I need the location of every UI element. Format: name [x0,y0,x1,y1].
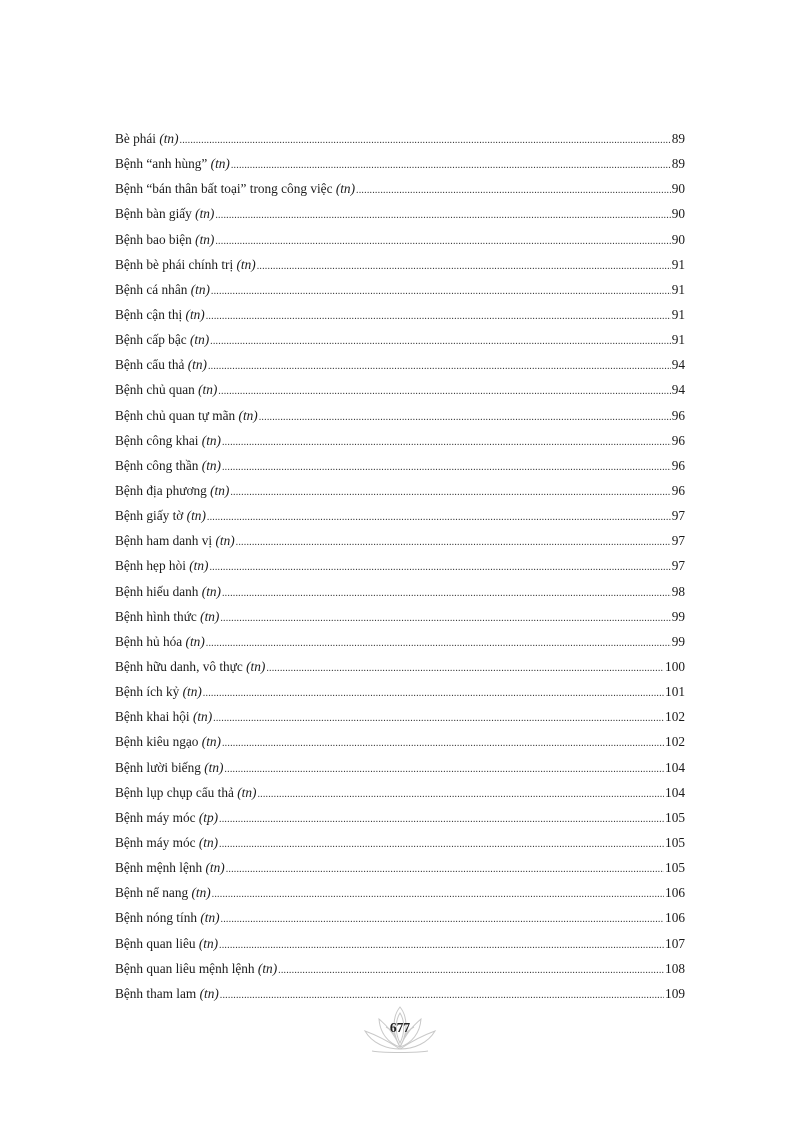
toc-entry-title [115,227,214,252]
toc-entry [115,403,685,428]
toc-entry [115,780,685,805]
dot-leader [180,128,671,153]
toc-entry [115,277,685,302]
toc-entry-text: Bệnh bàn giấy [115,206,196,222]
toc-entry-text: Bè phái [115,131,160,146]
toc-entry-text: Bệnh kiêu ngạo [115,734,202,750]
toc-entry-title [115,201,214,226]
toc-entry-tag: (tn) [200,910,220,926]
dot-leader [266,656,664,681]
toc-entry-page: 97 [671,533,685,549]
toc-entry-tag: (tn) [192,709,213,725]
dot-leader [215,203,670,228]
toc-entry-page: 109 [665,985,685,1001]
toc-entry [115,729,685,754]
toc-entry-tag: (tn) [237,784,257,800]
toc-entry-title [115,352,207,377]
toc-entry-title [115,126,179,151]
toc-entry-tag: (tn) [189,332,210,348]
dot-leader [219,933,664,958]
toc-entry-page: 89 [671,156,685,172]
toc-entry-text: Bệnh cấp bậc [115,332,190,348]
toc-entry-text: Bệnh hình thức [115,608,201,624]
toc-entry-tag: (tn) [198,382,218,398]
dot-leader [257,782,664,807]
toc-entry-title [115,880,211,905]
toc-entry-page: 91 [671,332,685,348]
toc-entry [115,855,685,880]
toc-entry [115,478,685,503]
toc-entry-page: 96 [671,457,685,473]
toc-entry [115,931,685,956]
toc-entry-title [115,302,205,327]
toc-entry-tag: (tn) [182,684,202,700]
toc-entry-title [115,277,210,302]
toc-entry-page: 101 [665,684,685,700]
toc-entry [115,201,685,226]
toc-entry-page: 104 [665,784,685,800]
toc-entry-page: 96 [671,407,685,423]
toc-entry [115,528,685,553]
toc-entry [115,604,685,629]
toc-entry-text: Bệnh nóng tính [115,910,201,926]
toc-entry-tag: (tn) [201,457,221,473]
toc-entry-title [115,704,212,729]
toc-entry-tag: (tn) [257,960,278,976]
dot-leader [219,807,664,832]
dot-leader [218,379,670,404]
toc-entry [115,830,685,855]
toc-entry-title [115,579,221,604]
dot-leader [222,430,671,455]
toc-entry-title [115,151,230,176]
dot-leader [231,153,671,178]
toc-entry [115,679,685,704]
toc-entry [115,151,685,176]
toc-entry-page: 107 [665,935,685,951]
toc-entry [115,352,685,377]
toc-entry-page: 100 [665,658,685,674]
toc-entry-tag: (tn) [195,206,215,222]
dot-leader [211,279,671,304]
toc-entry-text: Bệnh cận thị [115,306,186,322]
lotus-ornament [362,1003,438,1055]
toc-entry-title [115,453,221,478]
toc-entry-page: 96 [671,432,685,448]
dot-leader [230,480,670,505]
toc-entry [115,176,685,201]
toc-entry-text: Bệnh lụp chụp cẩu thả [115,784,238,800]
dot-leader [220,606,670,631]
toc-entry-title [115,805,218,830]
toc-entry-page: 91 [671,306,685,322]
dot-leader [210,329,671,354]
toc-entry-text: Bệnh lười biếng [115,759,205,775]
toc-entry-tag: (tn) [189,558,209,574]
toc-entry-page: 105 [665,809,685,825]
toc-entry [115,755,685,780]
toc-entry-page: 94 [671,357,685,373]
toc-entry-tag: (tn) [201,734,221,750]
dot-leader [257,254,671,279]
toc-entry-title [115,403,258,428]
toc-entry-title [115,905,220,930]
toc-entry-page: 89 [671,131,685,146]
toc-entry-text: Bệnh giấy tờ [115,508,187,524]
toc-entry-page: 96 [671,482,685,498]
toc-entry-title [115,176,355,201]
toc-entry-title [115,327,209,352]
toc-entry [115,905,685,930]
toc-entry [115,428,685,453]
toc-entry-page: 98 [671,583,685,599]
toc-entry-text: Bệnh nể nang [115,885,192,901]
toc-entry [115,704,685,729]
toc-entry-list [115,126,685,1006]
toc-entry-page: 108 [665,960,685,976]
toc-entry-tag: (tn) [187,357,207,373]
toc-entry-page: 91 [671,256,685,272]
toc-entry-title [115,855,225,880]
toc-entry-text: Bệnh khai hội [115,709,193,725]
dot-leader [222,455,671,480]
toc-entry-page: 99 [671,633,685,649]
toc-entry-page: 90 [671,231,685,247]
dot-leader [212,882,664,907]
toc-entry-text: Bệnh “anh hùng” [115,156,211,172]
toc-entry-text: Bệnh máy móc [115,809,199,825]
toc-entry-text: Bệnh chủ quan [115,382,199,398]
toc-entry-title [115,956,277,981]
toc-entry-title [115,503,206,528]
toc-entry-page: 102 [665,734,685,750]
toc-entry-text: Bệnh bè phái chính trị [115,256,237,272]
dot-leader [222,581,671,606]
dot-leader [206,304,671,329]
toc-entry-tag: (tn) [159,131,179,146]
toc-entry-page: 90 [671,206,685,222]
toc-entry-text: Bệnh hẹp hòi [115,558,190,574]
toc-entry-tag: (tn) [191,885,211,901]
toc-entry-text: Bệnh bao biện [115,231,196,247]
dot-leader [213,706,664,731]
toc-entry-tag: (tn) [198,834,219,850]
dot-leader [209,555,670,580]
dot-leader [219,832,664,857]
toc-entry-page: 106 [665,910,685,926]
toc-entry-title [115,755,223,780]
dot-leader [278,958,664,983]
toc-entry-text: Bệnh cá nhân [115,281,191,297]
toc-entry-tag: (tn) [210,156,230,172]
toc-entry-page: 94 [671,382,685,398]
toc-entry-text: Bệnh chủ quan tự mãn [115,407,239,423]
toc-entry-text: Bệnh hiếu danh [115,583,202,599]
toc-entry-text: Bệnh ham danh vị [115,533,216,549]
toc-entry [115,654,685,679]
toc-entry-text: Bệnh hủ hóa [115,633,186,649]
toc-entry-text: Bệnh tham lam [115,985,200,1001]
toc-entry-text: Bệnh địa phương [115,482,211,498]
toc-entry-page: 106 [665,885,685,901]
toc-entry-tag: (tn) [204,759,224,775]
toc-entry-tag: (tn) [185,633,205,649]
toc-entry-text: Bệnh công thần [115,457,202,473]
toc-entry-tag: (tn) [201,432,221,448]
dot-leader [221,907,665,932]
toc-entry [115,453,685,478]
toc-entry-page: 97 [671,508,685,524]
toc-entry-tag: (tn) [236,256,256,272]
table-of-contents [115,126,685,1006]
toc-entry-title [115,528,235,553]
toc-entry-tag: (tn) [198,935,219,951]
toc-entry-title [115,729,221,754]
toc-entry-tag: (tn) [205,860,225,876]
toc-entry [115,956,685,981]
toc-entry-tag: (tn) [238,407,258,423]
toc-entry-page: 105 [665,834,685,850]
toc-entry-title [115,478,229,503]
toc-entry-text: Bệnh quan liêu mệnh lệnh [115,960,258,976]
toc-entry-page: 91 [671,281,685,297]
toc-entry-tag: (tn) [215,533,235,549]
toc-entry-title [115,629,205,654]
toc-entry-tag: (tn) [185,306,205,322]
dot-leader [356,178,671,203]
toc-entry [115,377,685,402]
toc-entry-page: 105 [665,860,685,876]
toc-entry [115,629,685,654]
dot-leader [203,681,664,706]
toc-entry [115,302,685,327]
dot-leader [236,530,671,555]
toc-entry-text: Bệnh mệnh lệnh [115,860,206,876]
toc-entry [115,126,685,151]
toc-entry-page: 90 [671,181,685,197]
toc-entry [115,553,685,578]
toc-entry-page: 104 [665,759,685,775]
toc-entry-tag: (tn) [190,281,210,297]
dot-leader [208,354,671,379]
toc-entry-tag: (tn) [186,508,206,524]
toc-entry-title [115,679,202,704]
toc-entry-tag: (tn) [201,583,221,599]
toc-entry [115,327,685,352]
toc-entry-title [115,428,221,453]
toc-entry [115,227,685,252]
toc-entry [115,880,685,905]
toc-entry-tag: (tp) [198,809,219,825]
toc-entry-text: Bệnh công khai [115,432,202,448]
toc-entry-text: Bệnh máy móc [115,834,199,850]
toc-entry-title [115,553,208,578]
dot-leader [259,405,671,430]
toc-entry-tag: (tn) [335,181,356,197]
toc-entry-text: Bệnh hữu danh, vô thực [115,658,247,674]
toc-entry-tag: (tn) [200,608,220,624]
toc-entry-title [115,604,219,629]
toc-entry-title [115,377,217,402]
toc-entry-page: 102 [665,709,685,725]
toc-entry-text: Bệnh quan liêu [115,935,199,951]
toc-entry-text: Bệnh ích kỷ [115,684,183,700]
toc-entry-title [115,830,218,855]
dot-leader [226,857,664,882]
dot-leader [207,505,671,530]
dot-leader [206,631,671,656]
toc-entry-page: 97 [671,558,685,574]
toc-entry-tag: (tn) [246,658,266,674]
page-number: 677 [389,1020,411,1035]
toc-entry [115,252,685,277]
dot-leader [215,229,670,254]
dot-leader [222,731,664,756]
toc-entry-title [115,780,256,805]
toc-entry-text: Bệnh “bán thân bất toại” trong công việc [115,181,336,197]
page-footer [0,1003,800,1063]
toc-entry [115,503,685,528]
toc-entry [115,579,685,604]
toc-entry-tag: (tn) [210,482,230,498]
toc-entry-text: Bệnh cẩu thả [115,357,188,373]
toc-entry-tag: (tn) [199,985,219,1001]
toc-entry-title [115,252,256,277]
toc-entry-title [115,654,265,679]
toc-entry-page: 99 [671,608,685,624]
toc-entry-tag: (tn) [195,231,215,247]
toc-entry-title [115,931,218,956]
dot-leader [224,757,664,782]
toc-entry [115,805,685,830]
